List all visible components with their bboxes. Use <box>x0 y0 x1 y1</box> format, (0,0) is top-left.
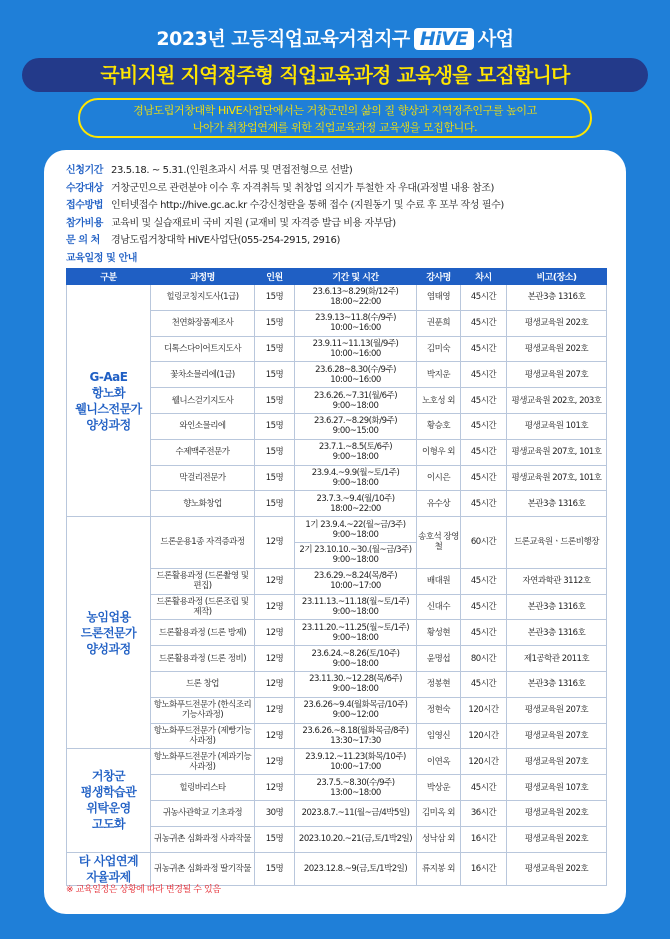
people-cell: 15명 <box>255 852 295 885</box>
course-cell: 디톡스다이어트지도사 <box>151 336 255 362</box>
period-dates: 23.6.26~9.4(월화목금/10주) <box>303 700 408 711</box>
place-cell: 평생교육원 202호 <box>507 310 607 336</box>
group-name-line: 웰니스전문가 <box>75 401 142 416</box>
period-time: 10:00~16:00 <box>330 348 381 359</box>
schedule-table <box>66 268 607 886</box>
hours-cell: 45시간 <box>461 491 507 517</box>
period-cell <box>295 775 417 801</box>
teacher-cell: 이형우 외 <box>417 439 461 465</box>
period-cell <box>295 517 417 543</box>
people-cell: 15명 <box>255 826 295 852</box>
course-cell: 드론운용1종 자격증과정 <box>151 517 255 569</box>
group-name-line: 양성과정 <box>86 417 131 432</box>
period-cell <box>295 439 417 465</box>
info-label: 문 의 처 <box>66 235 100 247</box>
period-dates: 23.7.1.~8.5(토/6주) <box>318 442 393 453</box>
group-cell <box>67 749 151 852</box>
info-row <box>66 250 606 268</box>
period-dates: 23.7.3.~9.4(월/10주) <box>316 493 395 504</box>
people-cell: 12명 <box>255 620 295 646</box>
period-cell <box>295 362 417 388</box>
group-name-line: 타 사업연계 <box>78 853 139 868</box>
teacher-cell: 박지운 <box>417 362 461 388</box>
people-cell: 12명 <box>255 594 295 620</box>
header-people: 인원 <box>255 269 295 285</box>
info-value: 경남도립거창대학 HiVE사업단(055-254-2915, 2916) <box>111 235 340 247</box>
period-cell <box>295 491 417 517</box>
course-cell: 드론 창업 <box>151 671 255 697</box>
hours-cell: 45시간 <box>461 465 507 491</box>
group-name-line: 평생학습관 <box>80 785 137 800</box>
hours-cell: 45시간 <box>461 388 507 414</box>
course-cell: 막걸리전문가 <box>151 465 255 491</box>
teacher-cell: 김미숙 <box>417 336 461 362</box>
teacher-cell: 배대원 <box>417 568 461 594</box>
hours-cell: 120시간 <box>461 749 507 775</box>
people-cell: 12명 <box>255 568 295 594</box>
people-cell: 12명 <box>255 749 295 775</box>
period-time: 9:00~18:00 <box>332 452 379 463</box>
intro-line-1: 경남도립거창대학 HiVE사업단에서는 거창군민의 삶의 질 향상과 지역정주인구를 높이고 <box>133 104 537 117</box>
period-dates: 23.9.11~11.13(월/9주) <box>312 338 399 349</box>
poster-top-title <box>0 24 670 51</box>
place-cell: 평생교육원 202호, 203호 <box>507 388 607 414</box>
people-cell: 12명 <box>255 517 295 569</box>
intro-box <box>78 98 592 138</box>
info-row <box>66 215 606 233</box>
people-cell: 30명 <box>255 800 295 826</box>
group-name-line: 거창군 <box>91 769 126 784</box>
period-dates: 23.11.13.~11.18(월~토/1주) <box>301 596 410 607</box>
period-cell <box>295 697 417 723</box>
course-cell: 귀농귀촌 심화과정 사과작물 <box>151 826 255 852</box>
period-time: 9:00~15:00 <box>332 426 379 437</box>
place-cell: 평생교육원 202호 <box>507 336 607 362</box>
course-cell: 수제맥주전문가 <box>151 439 255 465</box>
teacher-cell: 임영신 <box>417 723 461 749</box>
teacher-cell: 권푼희 <box>417 310 461 336</box>
course-cell: 힐링바리스타 <box>151 775 255 801</box>
hours-cell: 80시간 <box>461 646 507 672</box>
hours-cell: 45시간 <box>461 671 507 697</box>
people-cell: 12명 <box>255 697 295 723</box>
group-name-line: 항노화 <box>91 385 126 400</box>
course-cell: 드론활용과정 (드론조립 및 제작) <box>151 594 255 620</box>
course-cell: 항노화푸드전문가 (제빵기능사과정) <box>151 723 255 749</box>
header-course: 과정명 <box>151 269 255 285</box>
info-label: 수강대상 <box>66 182 104 194</box>
place-cell: 평생교육원 202호 <box>507 826 607 852</box>
table-row <box>67 749 607 775</box>
info-value: 교육비 및 실습재료비 국비 지원 (교재비 및 자격증 발급 비용 자부담) <box>111 217 396 229</box>
hours-cell: 45시간 <box>461 362 507 388</box>
teacher-cell: 김미옥 외 <box>417 800 461 826</box>
place-cell: 평생교육원 207호 <box>507 697 607 723</box>
teacher-cell: 유수상 <box>417 491 461 517</box>
people-cell: 15명 <box>255 310 295 336</box>
period-cell <box>295 336 417 362</box>
people-cell: 15명 <box>255 362 295 388</box>
teacher-cell: 류지봉 외 <box>417 852 461 885</box>
period-dates: 23.11.20.~11.25(월~토/1주) <box>301 622 410 633</box>
place-cell: 드론교육원ㆍ드론비행장 <box>507 517 607 569</box>
period-dates: 23.9.12.~11.23(화목/10주) <box>305 751 406 762</box>
place-cell: 제1공학관 2011호 <box>507 646 607 672</box>
period-time: 9:00~18:00 <box>332 684 379 695</box>
table-row <box>67 852 607 885</box>
period-dates: 23.6.29.~8.24(목/8주) <box>313 571 398 582</box>
people-cell: 15명 <box>255 336 295 362</box>
hours-cell: 45시간 <box>461 285 507 311</box>
top-title-prefix: 2023년 고등직업교육거점지구 <box>156 28 410 50</box>
period-time: 9:00~18:00 <box>332 606 379 617</box>
top-title-suffix: 사업 <box>477 28 514 50</box>
period-dates: 23.7.5.~8.30(수/9주) <box>316 777 395 788</box>
teacher-cell: 노호성 외 <box>417 388 461 414</box>
period-time: 18:00~22:00 <box>330 503 381 514</box>
people-cell: 15명 <box>255 413 295 439</box>
header-hours: 차시 <box>461 269 507 285</box>
people-cell: 15명 <box>255 388 295 414</box>
period-cell <box>295 646 417 672</box>
period-cell <box>295 285 417 311</box>
hours-cell: 45시간 <box>461 439 507 465</box>
info-value: 거창군민으로 관련분야 이수 후 자격취득 및 취창업 의지가 투철한 자 우대(과정별 내용 참조) <box>111 182 494 194</box>
info-label: 접수방법 <box>66 200 104 212</box>
place-cell: 평생교육원 207호 <box>507 749 607 775</box>
info-section <box>66 162 606 268</box>
place-cell: 자연과학관 3112호 <box>507 568 607 594</box>
period-cell <box>295 413 417 439</box>
period-time: 10:00~16:00 <box>330 323 381 334</box>
people-cell: 15명 <box>255 439 295 465</box>
teacher-cell: 박상운 <box>417 775 461 801</box>
header-period: 기간 및 시간 <box>295 269 417 285</box>
hours-cell: 45시간 <box>461 568 507 594</box>
period-time: 10:00~17:00 <box>330 581 381 592</box>
info-row <box>66 180 606 198</box>
period-time: 9:00~18:00 <box>332 658 379 669</box>
hours-cell: 45시간 <box>461 775 507 801</box>
period-dates: 23.6.28~8.30(수/9주) <box>315 364 396 375</box>
people-cell: 12명 <box>255 775 295 801</box>
course-cell: 와인소믈리에 <box>151 413 255 439</box>
period-cell <box>295 310 417 336</box>
period-time: 18:00~22:00 <box>330 297 381 308</box>
intro-line-2: 나아가 취창업연계를 위한 직업교육과정 교육생을 모집합니다. <box>192 121 478 134</box>
place-cell: 본관3층 1316호 <box>507 671 607 697</box>
hours-cell: 120시간 <box>461 723 507 749</box>
place-cell: 평생교육원 101호 <box>507 413 607 439</box>
teacher-cell: 성낙삼 외 <box>417 826 461 852</box>
info-row <box>66 162 606 180</box>
group-name-line: 위탁운영 <box>86 801 131 816</box>
place-cell: 본관3층 1316호 <box>507 620 607 646</box>
period-dates: 23.6.27.~8.29(화/9주) <box>313 416 398 427</box>
period-dates: 2023.8.7.~11(월~금/4박5일) <box>301 808 410 819</box>
hive-logo: HiVE <box>414 28 474 50</box>
period-time: 9:00~18:00 <box>332 477 379 488</box>
info-value: 인터넷접수 http://hive.gc.ac.kr 수강신청란을 통해 접수 (지원동기 및 수료 후 포부 작성 필수) <box>111 200 504 212</box>
teacher-cell: 이시은 <box>417 465 461 491</box>
teacher-cell: 정현숙 <box>417 697 461 723</box>
place-cell: 본관3층 1316호 <box>507 594 607 620</box>
course-cell: 드론활용과정 (드론촬영 및 편집) <box>151 568 255 594</box>
teacher-cell: 이연옥 <box>417 749 461 775</box>
course-cell: 꽃차소믈리에(1급) <box>151 362 255 388</box>
course-cell: 귀농사관학교 기초과정 <box>151 800 255 826</box>
hours-cell: 120시간 <box>461 697 507 723</box>
group-name-line: 드론전문가 <box>80 625 137 640</box>
info-label: 참가비용 <box>66 217 104 229</box>
header-category: 구분 <box>67 269 151 285</box>
content-card <box>44 150 626 914</box>
period-dates: 2기 23.10.10.~30.(월~금/3주) <box>299 545 412 556</box>
header-teacher: 강사명 <box>417 269 461 285</box>
table-row <box>67 517 607 543</box>
place-cell: 평생교육원 202호 <box>507 852 607 885</box>
hours-cell: 16시간 <box>461 826 507 852</box>
period-cell <box>295 800 417 826</box>
people-cell: 15명 <box>255 465 295 491</box>
period-time: 9:00~18:00 <box>332 400 379 411</box>
people-cell: 15명 <box>255 491 295 517</box>
course-cell: 힐링코칭지도사(1급) <box>151 285 255 311</box>
period-cell <box>295 826 417 852</box>
group-cell <box>67 852 151 885</box>
group-name-line: G-AaE <box>89 369 128 384</box>
period-time: 9:00~18:00 <box>332 555 379 566</box>
header-place: 비고(장소) <box>507 269 607 285</box>
place-cell: 본관3층 1316호 <box>507 491 607 517</box>
place-cell: 평생교육원 207호, 101호 <box>507 465 607 491</box>
period-time: 10:00~17:00 <box>330 761 381 772</box>
hours-cell: 16시간 <box>461 852 507 885</box>
teacher-cell: 송호석 장영철 <box>417 517 461 569</box>
people-cell: 15명 <box>255 285 295 311</box>
people-cell: 12명 <box>255 646 295 672</box>
period-cell <box>295 465 417 491</box>
period-cell <box>295 542 417 568</box>
period-cell <box>295 594 417 620</box>
period-cell <box>295 749 417 775</box>
course-cell: 천연화장품제조사 <box>151 310 255 336</box>
people-cell: 12명 <box>255 723 295 749</box>
info-label: 신청기간 <box>66 165 104 176</box>
course-cell: 웰니스걷기지도사 <box>151 388 255 414</box>
course-cell: 드론활용과정 (드론 방제) <box>151 620 255 646</box>
period-cell <box>295 568 417 594</box>
schedule-title: 교육일정 및 안내 <box>66 252 137 264</box>
group-name-line: 농임업용 <box>86 609 131 624</box>
period-cell <box>295 388 417 414</box>
info-row <box>66 232 606 250</box>
group-cell <box>67 517 151 749</box>
table-row <box>67 285 607 311</box>
period-dates: 23.6.26.~7.31(월/6주) <box>313 390 398 401</box>
hours-cell: 36시간 <box>461 800 507 826</box>
place-cell: 평생교육원 207호 <box>507 362 607 388</box>
teacher-cell: 염태영 <box>417 285 461 311</box>
period-time: 13:00~18:00 <box>330 787 381 798</box>
period-dates: 1기 23.9.4.~22(월~금/3주) <box>305 519 406 530</box>
course-cell: 향노화창업 <box>151 491 255 517</box>
teacher-cell: 윤명섭 <box>417 646 461 672</box>
period-cell <box>295 620 417 646</box>
course-cell: 항노화푸드전문가 (제과기능사과정) <box>151 749 255 775</box>
schedule-note: ※ 교육일정은 상황에 따라 변경될 수 있음 <box>66 885 221 895</box>
place-cell: 평생교육원 207호 <box>507 723 607 749</box>
teacher-cell: 정봉현 <box>417 671 461 697</box>
period-dates: 2023.12.8.~9(금,토/1박2일) <box>303 863 408 874</box>
period-time: 9:00~18:00 <box>332 632 379 643</box>
place-cell: 평생교육원 207호, 101호 <box>507 439 607 465</box>
place-cell: 본관3층 1316호 <box>507 285 607 311</box>
place-cell: 평생교육원 107호 <box>507 775 607 801</box>
teacher-cell: 신대수 <box>417 594 461 620</box>
period-dates: 23.6.24.~8.26(토/10주) <box>311 648 400 659</box>
info-row <box>66 197 606 215</box>
hours-cell: 45시간 <box>461 310 507 336</box>
group-name-line: 자율과제 <box>86 869 131 884</box>
course-cell: 드론활용과정 (드론 정비) <box>151 646 255 672</box>
period-time: 9:00~18:00 <box>332 529 379 540</box>
hours-cell: 45시간 <box>461 594 507 620</box>
period-dates: 23.11.30.~12.28(목/6주) <box>309 674 402 685</box>
group-cell <box>67 285 151 517</box>
period-time: 9:00~12:00 <box>332 710 379 721</box>
group-name-line: 양성과정 <box>86 641 131 656</box>
info-value: 23.5.18. ~ 5.31.(인원초과시 서류 및 면접전형으로 선발) <box>111 165 353 176</box>
hours-cell: 60시간 <box>461 517 507 569</box>
hours-cell: 45시간 <box>461 620 507 646</box>
place-cell: 평생교육원 202호 <box>507 800 607 826</box>
table-body <box>67 285 607 886</box>
teacher-cell: 황승호 <box>417 413 461 439</box>
period-time: 13:30~17:30 <box>330 735 381 746</box>
hours-cell: 45시간 <box>461 336 507 362</box>
period-dates: 2023.10.20.~21(금,토/1박2일) <box>298 834 413 845</box>
hours-cell: 45시간 <box>461 413 507 439</box>
period-dates: 23.9.13~11.8(수/9주) <box>315 313 396 324</box>
period-cell <box>295 723 417 749</box>
period-dates: 23.9.4.~9.9(월~토/1주) <box>311 467 400 478</box>
period-dates: 23.6.13~8.29(화/12주) <box>312 287 399 298</box>
period-dates: 23.6.26.~8.18(월화목금/8주) <box>302 725 409 736</box>
period-cell <box>295 671 417 697</box>
table-header-row <box>67 269 607 285</box>
period-time: 10:00~16:00 <box>330 374 381 385</box>
group-name-line: 고도화 <box>91 817 126 832</box>
main-title: 국비지원 지역정주형 직업교육과정 교육생을 모집합니다 <box>22 58 648 92</box>
people-cell: 12명 <box>255 671 295 697</box>
teacher-cell: 황성현 <box>417 620 461 646</box>
course-cell: 항노화푸드전문가 (한식조리기능사과정) <box>151 697 255 723</box>
period-cell <box>295 852 417 885</box>
course-cell: 귀농귀촌 심화과정 딸기작물 <box>151 852 255 885</box>
